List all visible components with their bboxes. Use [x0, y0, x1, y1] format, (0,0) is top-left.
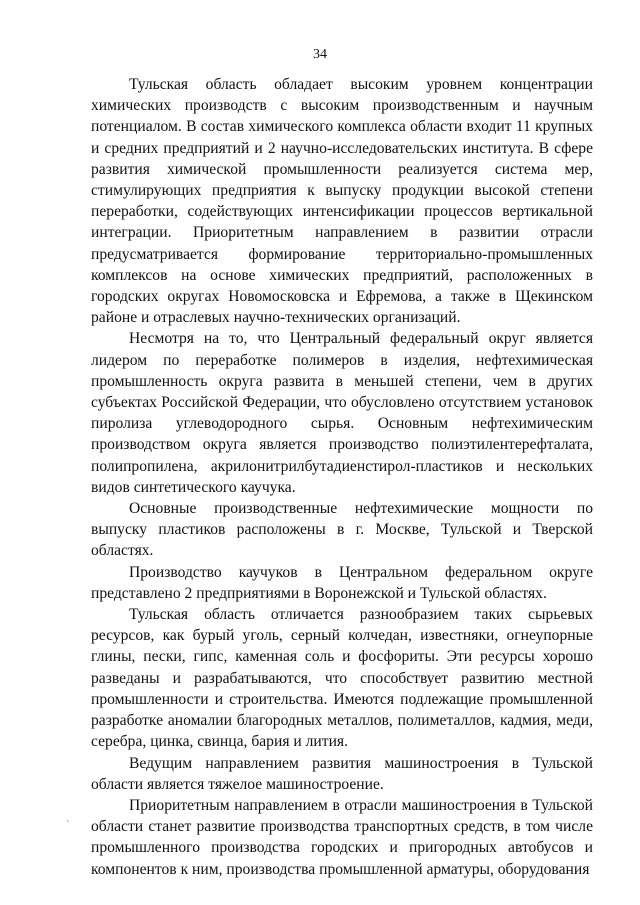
paragraph-plastics-capacity: Основные производственные нефтехимические мощности по выпуску пластиков расположены в г. Москве, Тульской и Тверской областях.	[91, 500, 593, 560]
paragraph-petrochemical: Несмотря на то, что Центральный федеральный округ является лидером по переработке полимеров в изделия, нефтехимическая промышленность округа развита в меньшей степени, чем в других субъектах Российской Федерации, что обусловлено отсутствием установок пиролиза углеводородного сырья. Основным нефтехимическим производством округа является производство полиэтилентерефталата, полипропилена, акрилонитрилбутадиенстирол-пластиков и нескольких видов синтетического каучука.	[91, 330, 593, 496]
body-text	[91, 74, 593, 880]
page-number: 34	[313, 47, 327, 62]
paragraph-raw-resources: Тульская область отличается разнообразием таких сырьевых ресурсов, как бурый уголь, серный колчедан, известняки, огнеупорные глины, пески, гипс, каменная соль и фосфориты. Эти ресурсы хорошо разведаны и разрабатываются, что способствует развитию местной промышленности и строительства. Имеются подлежащие промышленной разработке аномалии благородных металлов, полиметаллов, кадмия, меди, серебра, цинка, свинца, бария и лития.	[91, 606, 593, 751]
paragraph-rubber-production: Производство каучуков в Центральном федеральном округе представлено 2 предприятиями в Воронежской и Тульской областях.	[91, 563, 593, 602]
margin-mark: `	[66, 820, 70, 831]
paragraph-heavy-machinery: Ведущим направлением развития машиностроения в Тульской области является тяжелое машиностроение.	[91, 754, 593, 793]
paragraph-chemical-industry: Тульская область обладает высоким уровнем концентрации химических производств с высоким производственным и научным потенциалом. В состав химического комплекса области входит 11 крупных и средних предприятий и 2 научно-исследовательских института. В сфере развития химической промышленности реализуется система мер, стимулирующих предприятия к выпуску продукции высокой степени переработки, содействующих интенсификации процессов вертикальной интеграции. Приоритетным направлением в развитии отрасли предусматривается формирование территориально-промышленных комплексов на основе химических предприятий, расположенных в городских округах Новомосковска и Ефремова, а также в Щекинском районе и отраслевых научно-технических организаций.	[91, 76, 593, 327]
paragraph-transport-priority: Приоритетным направлением в отрасли машиностроения в Тульской области станет развитие производства транспортных средств, в том числе промышленного производства городских и пригородных автобусов и компонентов к ним, производства промышленной арматуры, оборудования	[91, 796, 593, 878]
